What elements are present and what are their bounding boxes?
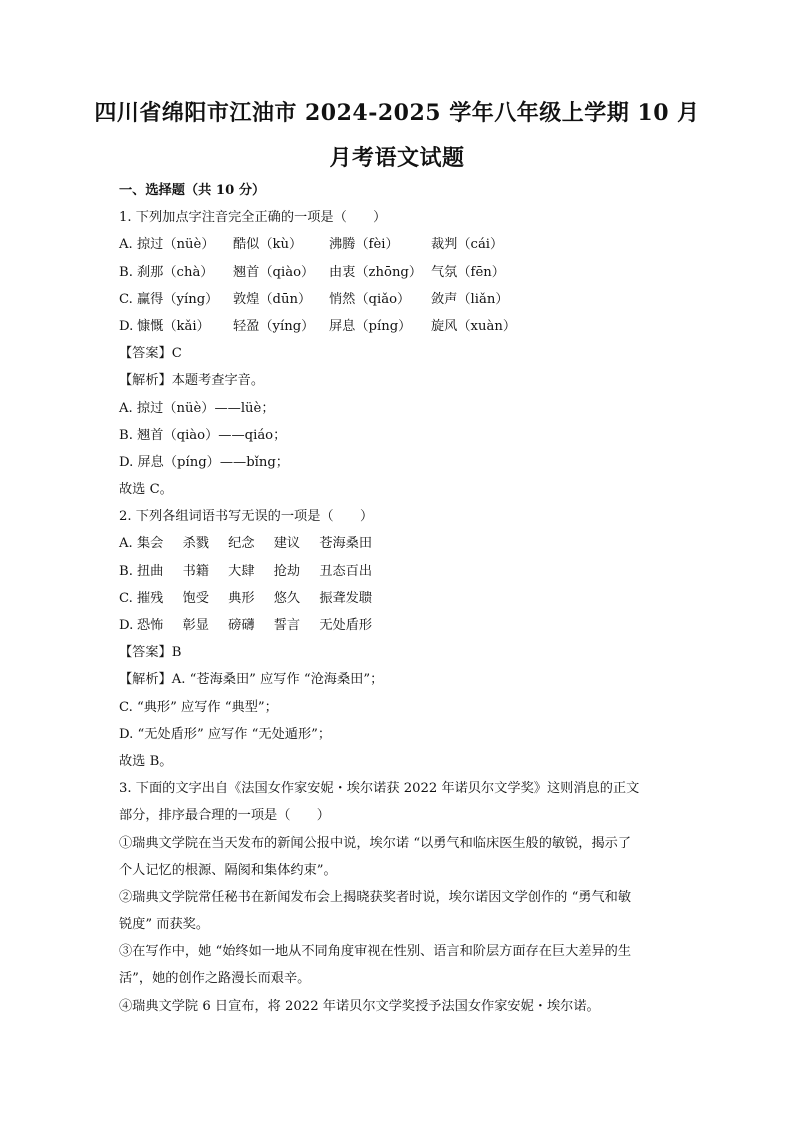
option-word: 振聋发聩 (319, 590, 373, 606)
question-2-analysis-line: D. “无处盾形” 应写作 “无处遁形”； (119, 726, 332, 742)
question-3-sentence-1-cont: 个人记忆的根源、隔阂和集体约束”。 (119, 862, 337, 878)
document-body (119, 177, 679, 1020)
option-word: 苍海桑田 (319, 536, 373, 552)
question-1-answer: 【答案】C (119, 346, 182, 362)
question-2-analysis-line: 【解析】A. “苍海桑田” 应写作 “沧海桑田”； (119, 672, 384, 688)
question-1-stem: 1. 下列加点字注音完全正确的一项是（ ） (119, 210, 387, 226)
question-2-option-b (119, 558, 679, 585)
option-item: 翘首（qiào） (233, 264, 315, 280)
option-label: A. (119, 536, 133, 552)
option-word: 摧残 (137, 590, 164, 606)
option-word: 建议 (273, 536, 301, 552)
question-1-option-d (119, 313, 679, 340)
question-3-sentence-3: ③在写作中，她 “始终如一地从不同角度审视在性别、语言和阶层方面存在巨大差异的生 (119, 944, 632, 960)
question-1-option-a (119, 231, 679, 258)
option-label: B. (119, 563, 133, 579)
question-2-option-c (119, 585, 679, 612)
question-3-sentence-2: ②瑞典文学院常任秘书在新闻发布会上揭晓获奖者时说，埃尔诺因文学创作的 “勇气和敏 (119, 889, 632, 905)
document-title-line-2: 月考语文试题 (329, 145, 465, 171)
option-word: 饱受 (182, 590, 209, 606)
question-1-analysis-line: 【解析】本题考查字音。 (119, 373, 265, 389)
option-item: 敛声（liǎn） (431, 291, 509, 307)
question-3-sentence-2-cont: 锐度” 而获奖。 (119, 917, 210, 933)
option-word: 抢劫 (273, 563, 301, 579)
question-2-analysis-line: C. “典形” 应写作 “典型”； (119, 699, 278, 715)
option-word: 杀戮 (182, 536, 209, 552)
question-1-analysis-line: 故选 C。 (119, 482, 173, 498)
option-words (137, 558, 372, 585)
option-item: 屏息（píng） (329, 318, 412, 334)
option-word: 集会 (137, 536, 164, 552)
option-label: D. (119, 618, 134, 633)
option-label: C. (119, 590, 133, 606)
question-1-analysis-line: D. 屏息（píng）——bǐng； (119, 454, 289, 470)
option-item: 由衷（zhōng） (329, 264, 423, 280)
question-2-answer: 【答案】B (119, 645, 182, 661)
question-3-sentence-3-cont: 活”，她的创作之路漫长而艰辛。 (119, 971, 311, 987)
question-1-option-b (119, 259, 679, 286)
option-item: 掠过（nüè） (137, 237, 215, 253)
question-1-analysis-line: B. 翘首（qiào）——qiáo； (119, 427, 287, 443)
question-3-sentence-1: ①瑞典文学院在当天发布的新闻公报中说，埃尔诺 “以勇气和临床医生般的敏锐，揭示了 (119, 835, 632, 851)
option-word: 书籍 (182, 563, 209, 579)
option-item: 敦煌（dūn） (233, 291, 312, 307)
question-1-analysis-line: A. 掠过（nüè）——lüè； (119, 400, 275, 416)
option-label: B. (119, 264, 133, 280)
option-word: 无处盾形 (319, 618, 373, 633)
option-item: 轻盈（yíng） (233, 318, 315, 334)
question-2-option-a (119, 530, 679, 557)
option-item: 赢得（yíng） (137, 291, 219, 307)
question-3-stem-line: 部分，排序最合理的一项是（ ） (119, 808, 330, 824)
option-word: 扭曲 (137, 563, 164, 579)
option-label: C. (119, 291, 133, 307)
option-words (137, 612, 372, 639)
option-item: 裁判（cái） (431, 237, 504, 253)
question-1-option-c (119, 286, 679, 313)
option-item: 慷慨（kǎi） (137, 318, 210, 334)
question-2-option-d (119, 612, 679, 639)
option-word: 纪念 (228, 536, 255, 552)
question-2-stem: 2. 下列各组词语书写无误的一项是（ ） (119, 509, 374, 525)
option-item: 沸腾（fèi） (329, 237, 399, 253)
option-word: 彰显 (182, 618, 209, 633)
question-3-sentence-4: ④瑞典文学院 6 日宣布，将 2022 年诺贝尔文学奖授予法国女作家安妮・埃尔诺。 (119, 998, 600, 1014)
option-label: D. (119, 318, 134, 334)
question-3-stem-line: 3. 下面的文字出自《法国女作家安妮・埃尔诺获 2022 年诺贝尔文学奖》这则消息的正文 (119, 781, 640, 797)
option-item: 刹那（chà） (137, 264, 214, 280)
option-label: A. (119, 237, 133, 253)
option-word: 恐怖 (137, 618, 164, 633)
option-item: 旋风（xuàn） (431, 318, 517, 334)
option-words (137, 530, 372, 557)
option-item: 悄然（qiǎo） (329, 291, 411, 307)
section-heading: 一、选择题（共 10 分） (119, 183, 266, 198)
option-word: 悠久 (273, 590, 301, 606)
document-title-line-1: 四川省绵阳市江油市 2024-2025 学年八年级上学期 10 月 (94, 100, 700, 126)
option-word: 丑态百出 (319, 563, 373, 579)
option-word: 大肆 (228, 563, 255, 579)
option-word: 典形 (228, 590, 255, 606)
option-item: 酷似（kù） (233, 237, 303, 253)
option-words (137, 585, 372, 612)
option-word: 誓言 (273, 618, 301, 633)
option-item: 气氛（fēn） (431, 264, 505, 280)
option-word: 磅礴 (228, 618, 255, 633)
question-2-analysis-line: 故选 B。 (119, 753, 173, 769)
